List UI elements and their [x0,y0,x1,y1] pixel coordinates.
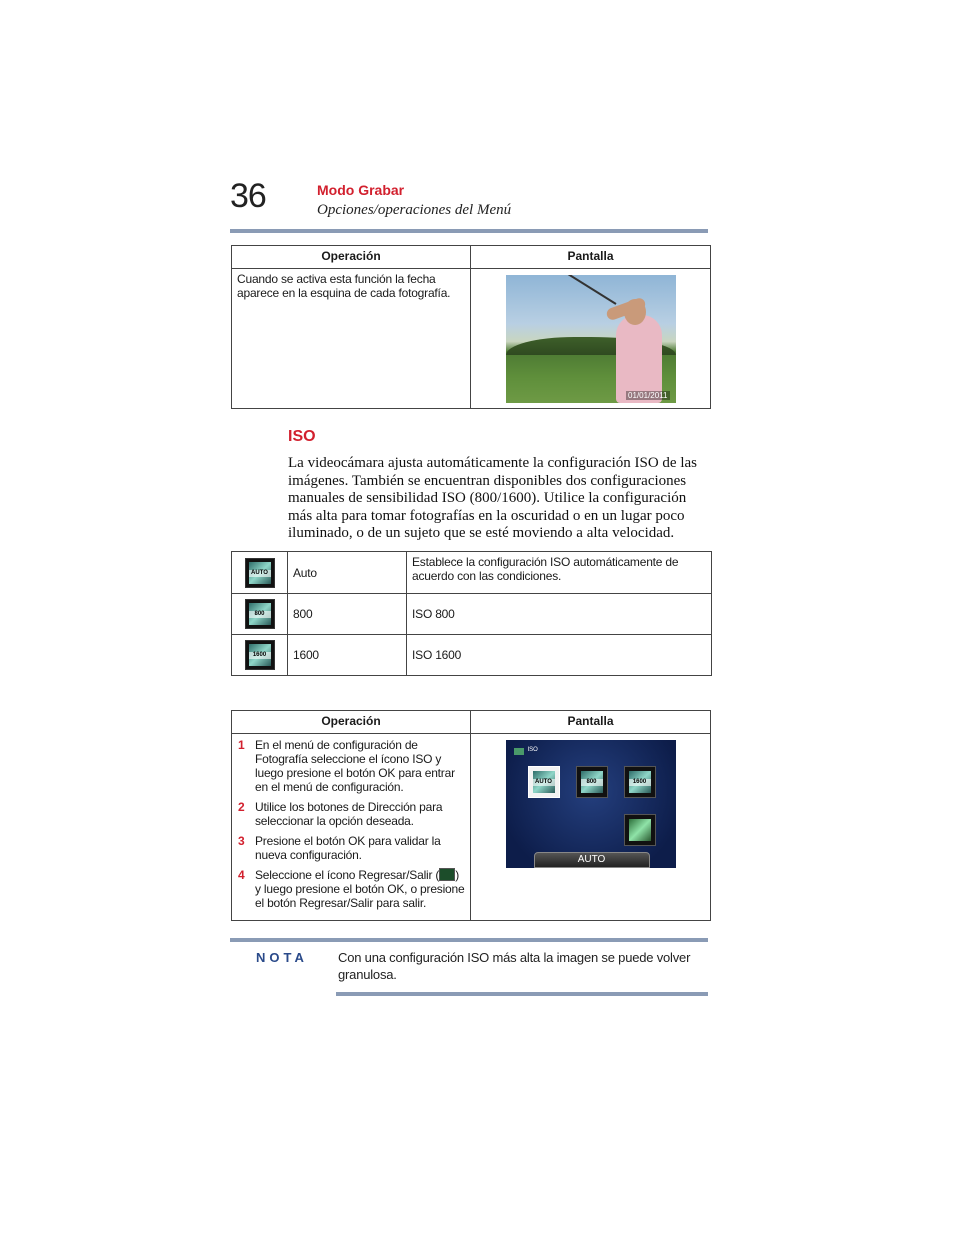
section-subtitle: Opciones/operaciones del Menú [317,202,512,218]
date-stamp-table [231,245,711,409]
column-header-screen: Pantalla [471,246,711,269]
note-top-rule [230,938,708,942]
option-description: ISO 1600 [412,648,462,662]
step-3: 3 Presione el botón OK para validar la nueva configuración. [238,834,441,862]
screen-option-800[interactable]: 800 [576,766,608,798]
note-label: NOTA [256,950,308,965]
golf-club [556,275,616,305]
iso-auto-icon: AUTO [245,558,275,588]
note-text: Con una configuración ISO más alta la imagen se puede volver granulosa. [338,950,691,982]
iso-paragraph: La videocámara ajusta automáticamente la configuración ISO de las imágenes. También se encuentran disponibles dos configuraciones manuales de sensibilidad ISO (800/1600). Utilice la configuración más alta para tomar fotografías en la oscuridad o en un lugar poco iluminado, o de un sujeto que se esté moviendo a alta velocidad. [288,455,697,541]
option-name: Auto [293,565,317,580]
iso-options-table [231,551,712,676]
option-description: ISO 800 [412,607,455,621]
page-number: 36 [230,177,266,215]
screen-option-1600[interactable]: 1600 [624,766,656,798]
header-rule [230,229,708,233]
option-row-1600 [232,635,712,676]
section-title: Modo Grabar [317,182,405,198]
iso-steps-table [231,710,711,921]
column-header-operation: Operación [232,246,471,269]
note-bottom-rule [336,992,708,996]
golfer-head [624,299,646,325]
iso-800-icon: 800 [245,599,275,629]
iso-1600-icon: 1600 [245,640,275,670]
option-row-800 [232,594,712,635]
step-1: 1 En el menú de configuración de Fotografía seleccione el ícono ISO y luego presione el botón OK para entrar en el menú de configuración. [238,738,455,794]
option-row-auto [232,552,712,594]
step-2: 2 Utilice los botones de Dirección para seleccionar la opción deseada. [238,800,443,828]
option-name: 800 [293,607,313,621]
option-name: 1600 [293,648,319,662]
screen-option-auto[interactable]: AUTO [528,766,560,798]
screen-title: ISO [527,747,538,753]
date-stamp-description: Cuando se activa esta función la fecha aparece en la esquina de cada fotografía. [237,272,451,300]
column-header-screen: Pantalla [471,711,711,734]
camera-icon [514,748,524,755]
option-description: Establece la configuración ISO automáticamente de acuerdo con las condiciones. [412,555,679,583]
back-exit-icon [439,868,455,881]
back-icon[interactable] [624,814,656,846]
golfer-body [616,315,662,403]
photo-date-stamp: 01/01/2011 [628,391,668,400]
column-header-operation: Operación [232,711,471,734]
iso-heading: ISO [288,428,316,445]
steps-list [232,734,470,920]
screen-selected-bar: AUTO [534,852,650,868]
iso-menu-screen [506,740,676,868]
golfer-photo [506,275,676,403]
step-4: 4 Seleccione el ícono Regresar/Salir ( ) y luego presione el botón OK, o presione el botón Regresar/Salir para salir. [238,868,465,910]
